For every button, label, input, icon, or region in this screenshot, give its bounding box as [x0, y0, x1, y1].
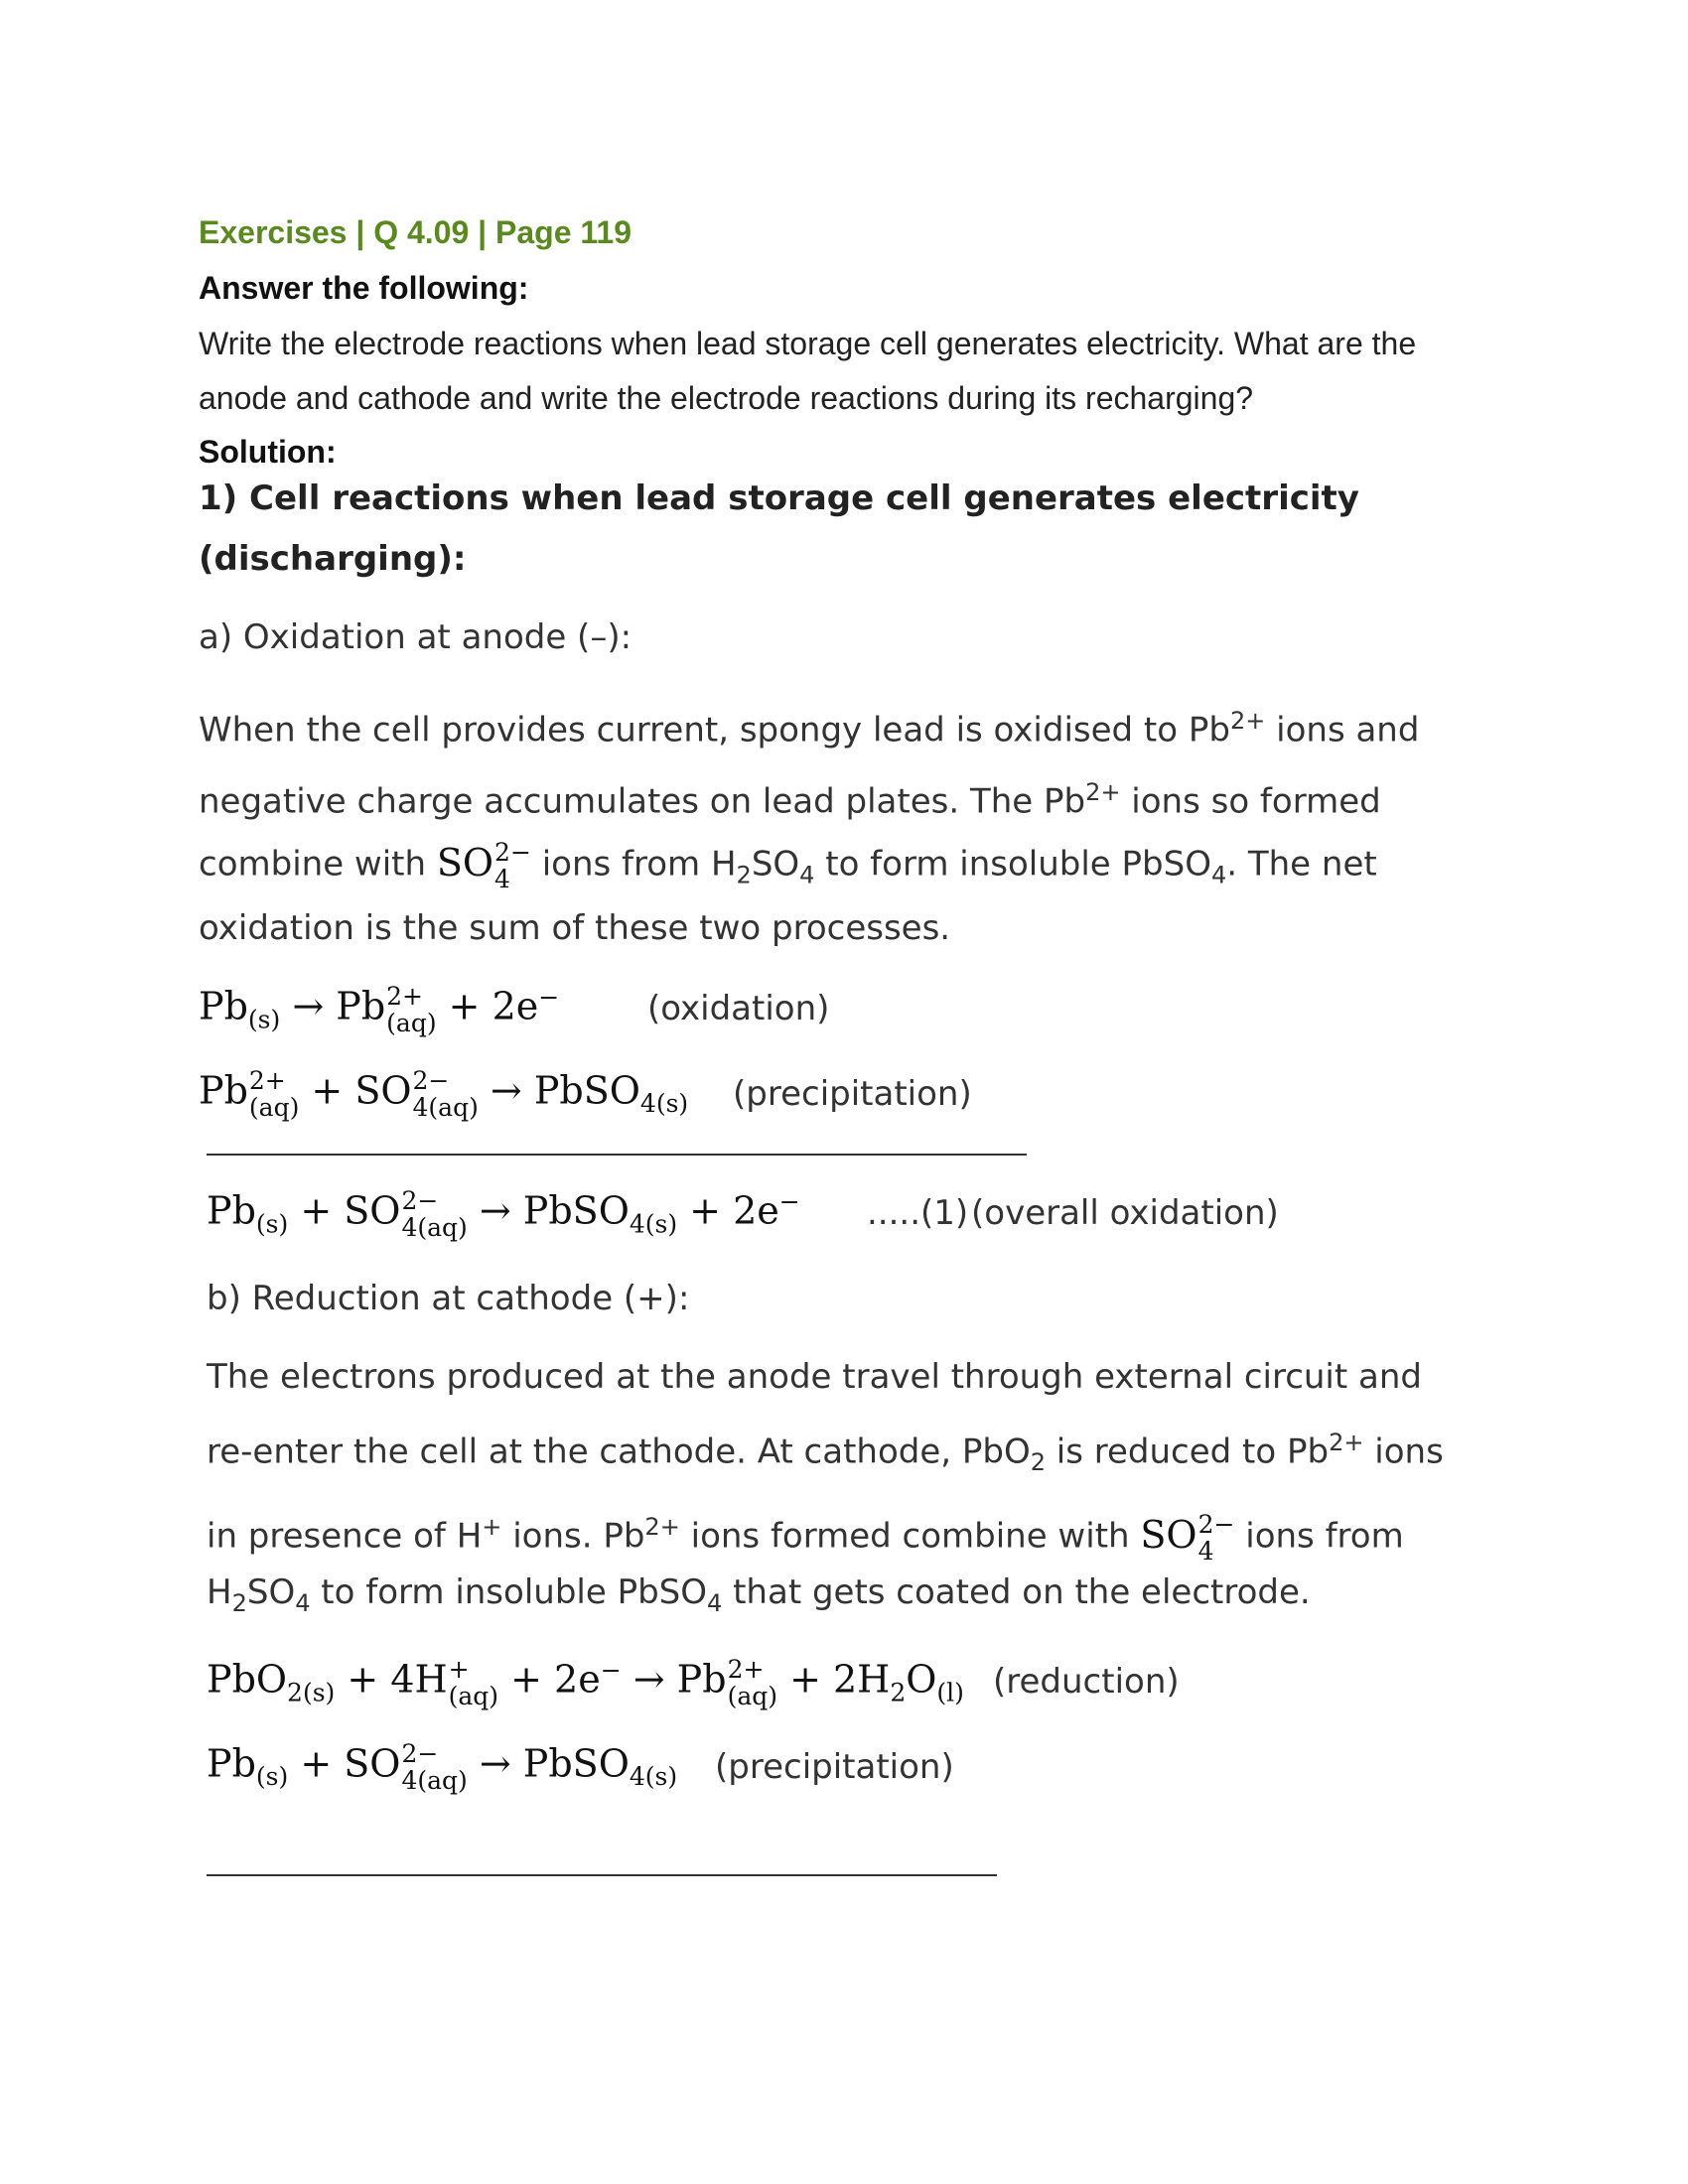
question-label: Answer the following:	[199, 270, 529, 306]
equation-overall-oxidation: $Pb_{(s)}$ + SO 2− 4(aq) → PbSO$_{4(s)}$ + 2e−	[207, 1186, 800, 1243]
para-a-line-3: combine with SO 2− 4 ions from $H_2SO_4$ to form insoluble PbSO$_4$. The net	[199, 838, 1377, 893]
para-a-line-4: oxidation is the sum of these two processes.	[199, 908, 951, 948]
para-b-line-4: $H_2SO_4$ to form insoluble PbSO$_4$ that gets coated on the electrode.	[207, 1572, 1311, 1617]
section-heading-line-2: (discharging):	[199, 539, 467, 579]
para-b-line-3: in presence of H+ ions. $Pb^{2+}$ ions formed combine with SO 2− 4 ions from	[207, 1510, 1404, 1566]
equation-number-1: .....(1)	[867, 1193, 969, 1233]
sum-rule-2	[207, 1874, 997, 1876]
equation-precipitation-2: $Pb_{(s)}$ + SO 2− 4(aq) → PbSO$_{4(s)}$	[207, 1739, 678, 1795]
equation-precipitation-1: Pb 2+ (aq) + SO 2− 4(aq) → PbSO$_{4(s)}$	[199, 1066, 689, 1122]
equation-oxidation: $Pb_{(s)} \to Pb$ 2+ (aq) + 2e−	[199, 982, 560, 1038]
sum-rule-1	[207, 1154, 1027, 1156]
para-a-line-2: negative charge accumulates on lead plates. The $Pb^{2+}$ ions so formed	[199, 778, 1381, 822]
question-text-line-1: Write the electrode reactions when lead storage cell generates electricity. What are the	[199, 326, 1417, 361]
question-text-line-2: anode and cathode and write the electrode reactions during its recharging?	[199, 380, 1254, 416]
note-precipitation-2: (precipitation)	[715, 1747, 954, 1787]
note-oxidation: (oxidation)	[647, 989, 830, 1028]
subheading-oxidation: a) Oxidation at anode (–):	[199, 617, 633, 657]
exercise-reference: Exercises | Q 4.09 | Page 119	[199, 214, 632, 250]
note-precipitation-1: (precipitation)	[733, 1074, 972, 1114]
note-overall-oxidation: (overall oxidation)	[971, 1193, 1279, 1233]
equation-reduction: PbO$_{2(s)}$ + 4H + (aq) + 2e− → Pb 2+ (aq) + $2H_2O_{(l)}$	[207, 1655, 964, 1711]
para-a-line-1: When the cell provides current, spongy lead is oxidised to $Pb^{2+}$ ions and	[199, 707, 1420, 751]
note-reduction: (reduction)	[993, 1662, 1180, 1702]
solution-label: Solution:	[199, 434, 337, 470]
subheading-reduction: b) Reduction at cathode (+):	[207, 1279, 690, 1318]
section-heading-line-1: 1) Cell reactions when lead storage cell generates electricity	[199, 478, 1359, 518]
para-b-line-2: re-enter the cell at the cathode. At cathode, PbO$_2$ is reduced to $Pb^{2+}$ ions	[207, 1429, 1444, 1477]
para-b-line-1: The electrons produced at the anode travel through external circuit and	[207, 1357, 1422, 1397]
